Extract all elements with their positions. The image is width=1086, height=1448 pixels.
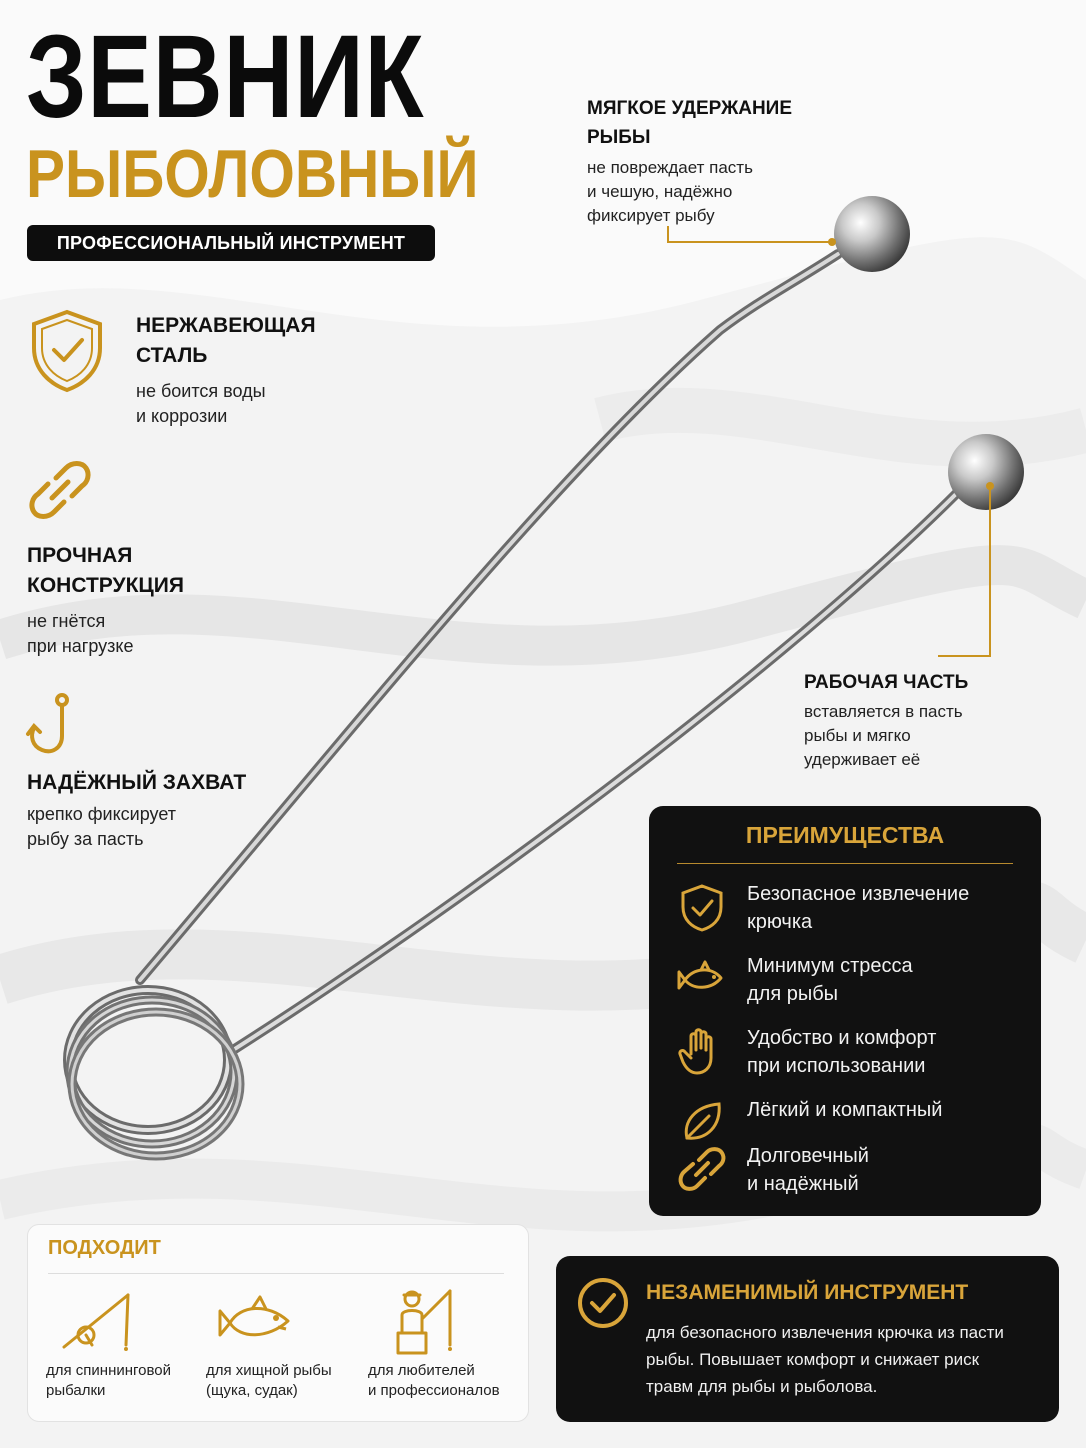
fishing-hook-icon — [24, 692, 80, 760]
advantage-item: Минимум стресса для рыбы — [677, 952, 1027, 1012]
check-circle-icon — [576, 1276, 630, 1330]
pro-badge: ПРОФЕССИОНАЛЬНЫЙ ИНСТРУМЕНТ — [27, 225, 435, 261]
callout-soft-hold: МЯГКОЕ УДЕРЖАНИЕ РЫБЫ не повреждает пасть и чешую, надёжно фиксирует рыбу — [587, 98, 793, 225]
suit-item: для спиннинговой рыбалки — [46, 1287, 196, 1401]
chain-link-icon — [677, 1144, 727, 1194]
advantage-item: Удобство и комфорт при использовании — [677, 1024, 1027, 1084]
feature-durable-construction: ПРОЧНАЯ КОНСТРУКЦИЯ не гнётся при нагрузке — [27, 544, 184, 656]
feature-stainless-steel: НЕРЖАВЕЮЩАЯ СТАЛЬ не боится воды и коррозии — [136, 314, 316, 426]
feature-reliable-grip: НАДЁЖНЫЙ ЗАХВАТ крепко фиксирует рыбу за пасть — [27, 771, 247, 849]
divider — [48, 1273, 504, 1274]
essential-tool-desc: для безопасного извлечения крючка из пасти рыбы. Повышает комфорт и снижает риск травм для рыбы и рыболова. — [646, 1323, 1004, 1396]
fisherman-icon — [378, 1287, 458, 1359]
advantage-item: Лёгкий и компактный — [677, 1096, 1027, 1156]
leaf-icon — [677, 1098, 727, 1148]
essential-tool-title: НЕЗАМЕНИМЫЙ ИНСТРУМЕНТ — [646, 1281, 969, 1304]
callout-working-part: РАБОЧАЯ ЧАСТЬ вставляется в пасть рыбы и мягко удерживает её — [804, 672, 969, 769]
advantages-panel — [649, 806, 1041, 1216]
suitable-for-block — [27, 1224, 529, 1422]
suitable-for-title: ПОДХОДИТ — [48, 1237, 161, 1259]
page-title: ЗЕВНИК — [26, 11, 425, 143]
essential-tool-box — [556, 1256, 1059, 1422]
advantages-title: ПРЕИМУЩЕСТВА — [745, 822, 945, 848]
suit-item: для хищной рыбы (щука, судак) — [206, 1287, 356, 1401]
chain-link-icon — [26, 456, 94, 524]
advantage-item: Безопасное извлечение крючка — [677, 880, 1027, 940]
shield-check-icon — [28, 308, 106, 394]
fish-icon — [216, 1287, 296, 1359]
suit-item: для любителей и профессионалов — [368, 1287, 518, 1401]
advantage-item: Долговечный и надёжный — [677, 1142, 1027, 1202]
page-subtitle: РЫБОЛОВНЫЙ — [26, 136, 479, 212]
divider — [677, 863, 1013, 864]
fish-icon — [677, 954, 727, 1004]
hand-icon — [677, 1026, 727, 1076]
shield-check-icon — [677, 882, 727, 932]
fishing-rod-icon — [56, 1287, 136, 1359]
